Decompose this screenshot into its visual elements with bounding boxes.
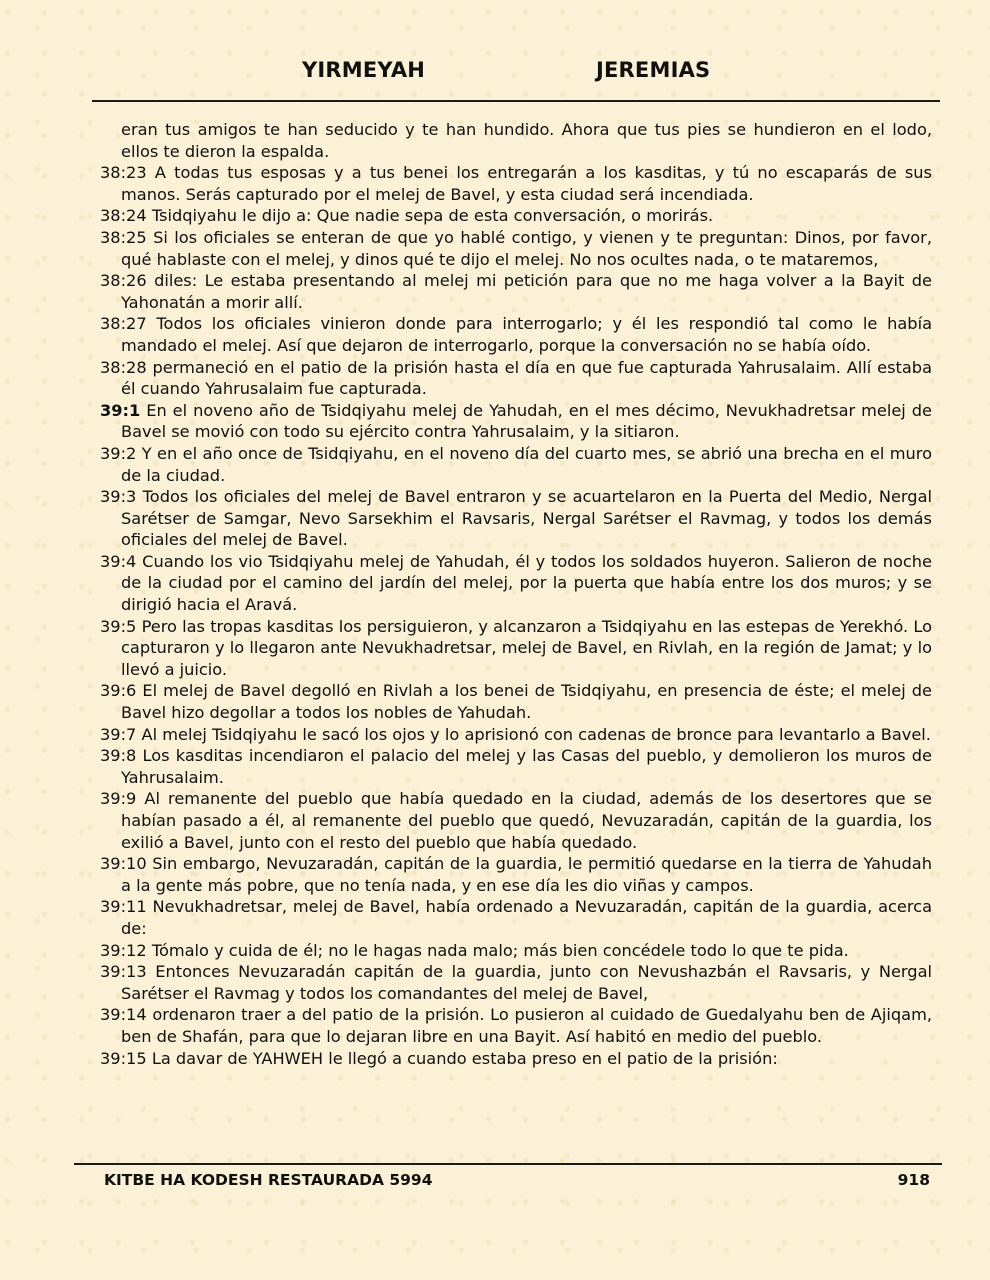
verse [100,270,932,313]
verse [100,745,932,788]
verse-text: ordenaron traer a del patio de la prisión. Lo pusieron al cuidado de Guedalyahu ben de Ajiqam, ben de Shafán, para que lo dejaran libre en una Bayit. Así habitó en medio del pueblo. [121,1005,932,1046]
verse-text: Todos los oficiales vinieron donde para interrogarlo; y él les respondió tal como le había mandado el melej. Así que dejaron de interrogarlo, porque la conversación no se había oído. [121,314,932,355]
verse-text: La davar de YAHWEH le llegó a cuando estaba preso en el patio de la prisión: [151,1048,778,1068]
verse-number: 39:13 [100,962,147,982]
verse-number: 38:25 [100,227,147,247]
verse [100,680,932,723]
verse-text: En el noveno año de Tsidqiyahu melej de Yahudah, en el mes décimo, Nevukhadretsar melej de Bavel se movió con todo su ejército contra Yahrusalaim, y la sitiaron. [121,400,932,442]
verse [100,227,932,270]
header-rule [92,100,940,102]
verse-text: Pero las tropas kasditas los persiguieron, y alcanzaron a Tsidqiyahu en las estepas de Yerekhó. Lo capturaron y lo llegaron ante Nevukhadretsar, melej de Bavel, en Rivlah, en la región de Jamat; y lo llevó a juicio. [121,616,932,679]
verse-text: Los kasditas incendiaron el palacio del melej y las Casas del pueblo, y demolieron los muros de Yahrusalaim. [121,746,932,787]
running-header [0,58,990,92]
verse [100,940,932,962]
verse [100,551,932,616]
verse-text: Sin embargo, Nevuzaradán, capitán de la guardia, le permitió quedarse en la tierra de Yahudah a la gente más pobre, que no tenía nada, y en ese día les dio viñas y campos. [121,854,932,895]
footer-title: KITBE HA KODESH RESTAURADA 5994 [104,1171,433,1189]
header-book-spanish: JEREMIAS [596,58,711,82]
verse-text: Y en el año once de Tsidqiyahu, en el noveno día del cuarto mes, se abrió una brecha en el muro de la ciudad. [121,443,932,485]
verse-number: 39:6 [100,681,137,701]
verse [100,162,932,205]
verse [100,357,932,400]
verse [100,616,932,681]
verse-text: permaneció en el patio de la prisión hasta el día en que fue capturada Yahrusalaim. Allí estaba él cuando Yahrusalaim fue capturada. [121,357,932,399]
verse [100,486,932,551]
verse-number: 38:28 [100,357,147,377]
verse [100,896,932,939]
verse [100,961,932,1004]
page-footer [0,1171,990,1195]
footer-rule [74,1163,942,1165]
verse-number: 39:4 [100,551,137,571]
verse-text: Nevukhadretsar, melej de Bavel, había ordenado a Nevuzaradán, capitán de la guardia, acerca de: [121,897,932,938]
verse-number: 38:26 [100,271,147,291]
verse-text: El melej de Bavel degolló en Rivlah a los benei de Tsidqiyahu, en presencia de éste; el melej de Bavel hizo degollar a todos los nobles de Yahudah. [121,681,933,723]
verse-number: 39:14 [100,1005,147,1025]
page-number: 918 [897,1171,930,1189]
verse-number: 38:23 [100,163,147,183]
header-book-hebrew: YIRMEYAH [302,58,426,82]
scripture-text [100,119,932,1069]
verse [100,788,932,853]
verse-list [100,162,932,1069]
verse-number: 39:2 [100,443,137,463]
verse-text: A todas tus esposas y a tus benei los entregarán a los kasditas, y tú no escaparás de sus manos. Serás capturado por el melej de Bavel, y esta ciudad será incendiada. [121,163,932,204]
verse-number: 39:11 [100,897,147,917]
verse [100,313,932,356]
verse-number: 39:1 [100,400,141,420]
verse-number: 39:3 [100,487,137,507]
verse-text: diles: Le estaba presentando al melej mi petición para que no me haga volver a la Bayit de Yahonatán a morir allí. [121,271,932,312]
verse [100,400,932,443]
verse-text: Al remanente del pueblo que había quedado en la ciudad, además de los desertores que se habían pasado a él, al remanente del pueblo que quedó, Nevuzaradán, capitán de la guardia, los exilió a Bavel, junto con el resto del pueblo que había quedado. [121,789,932,852]
verse-number: 39:12 [100,940,147,960]
verse [100,1048,932,1070]
verse-number: 39:8 [100,746,137,766]
verse-text: Tsidqiyahu le dijo a: Que nadie sepa de esta conversación, o morirás. [151,206,714,226]
verse [100,853,932,896]
verse-text: Tómalo y cuida de él; no le hagas nada malo; más bien concédele todo lo que te pida. [151,940,849,960]
verse [100,724,932,746]
verse-number: 39:15 [100,1048,147,1068]
verse-number: 39:9 [100,789,137,809]
verse-text: Al melej Tsidqiyahu le sacó los ojos y lo aprisionó con cadenas de bronce para levantarlo a Bavel. [141,724,931,744]
verse-text: Todos los oficiales del melej de Bavel entraron y se acuartelaron en la Puerta del Medio, Nergal Sarétser de Samgar, Nevo Sarsekhim el Ravsaris, Nergal Sarétser el Ravmag, y todos los demás oficiales del melej de Bavel. [121,487,932,550]
verse-text: Entonces Nevuzaradán capitán de la guardia, junto con Nevushazbán el Ravsaris, y Nergal Sarétser el Ravmag y todos los comandantes del melej de Bavel, [121,962,932,1003]
verse-number: 38:27 [100,314,147,334]
verse-text: Cuando los vio Tsidqiyahu melej de Yahudah, él y todos los soldados huyeron. Salieron de noche de la ciudad por el camino del jardín del melej, por la puerta que había entre los dos muros; y se dirigió hacia el Aravá. [121,551,932,615]
verse [100,1004,932,1047]
verse-number: 39:10 [100,854,147,874]
verse-number: 39:5 [100,616,137,636]
verse-text: Si los oficiales se enteran de que yo hablé contigo, y vienen y te preguntan: Dinos, por favor, qué hablaste con el melej, y dinos qué te dijo el melej. No nos ocultes nada, o te mataremos, [121,227,932,269]
verse-continuation: eran tus amigos te han seducido y te han hundido. Ahora que tus pies se hundieron en el lodo, ellos te dieron la espalda. [121,120,932,161]
verse-number: 38:24 [100,206,147,226]
verse [100,205,932,227]
verse [100,443,932,486]
verse-number: 39:7 [100,724,137,744]
